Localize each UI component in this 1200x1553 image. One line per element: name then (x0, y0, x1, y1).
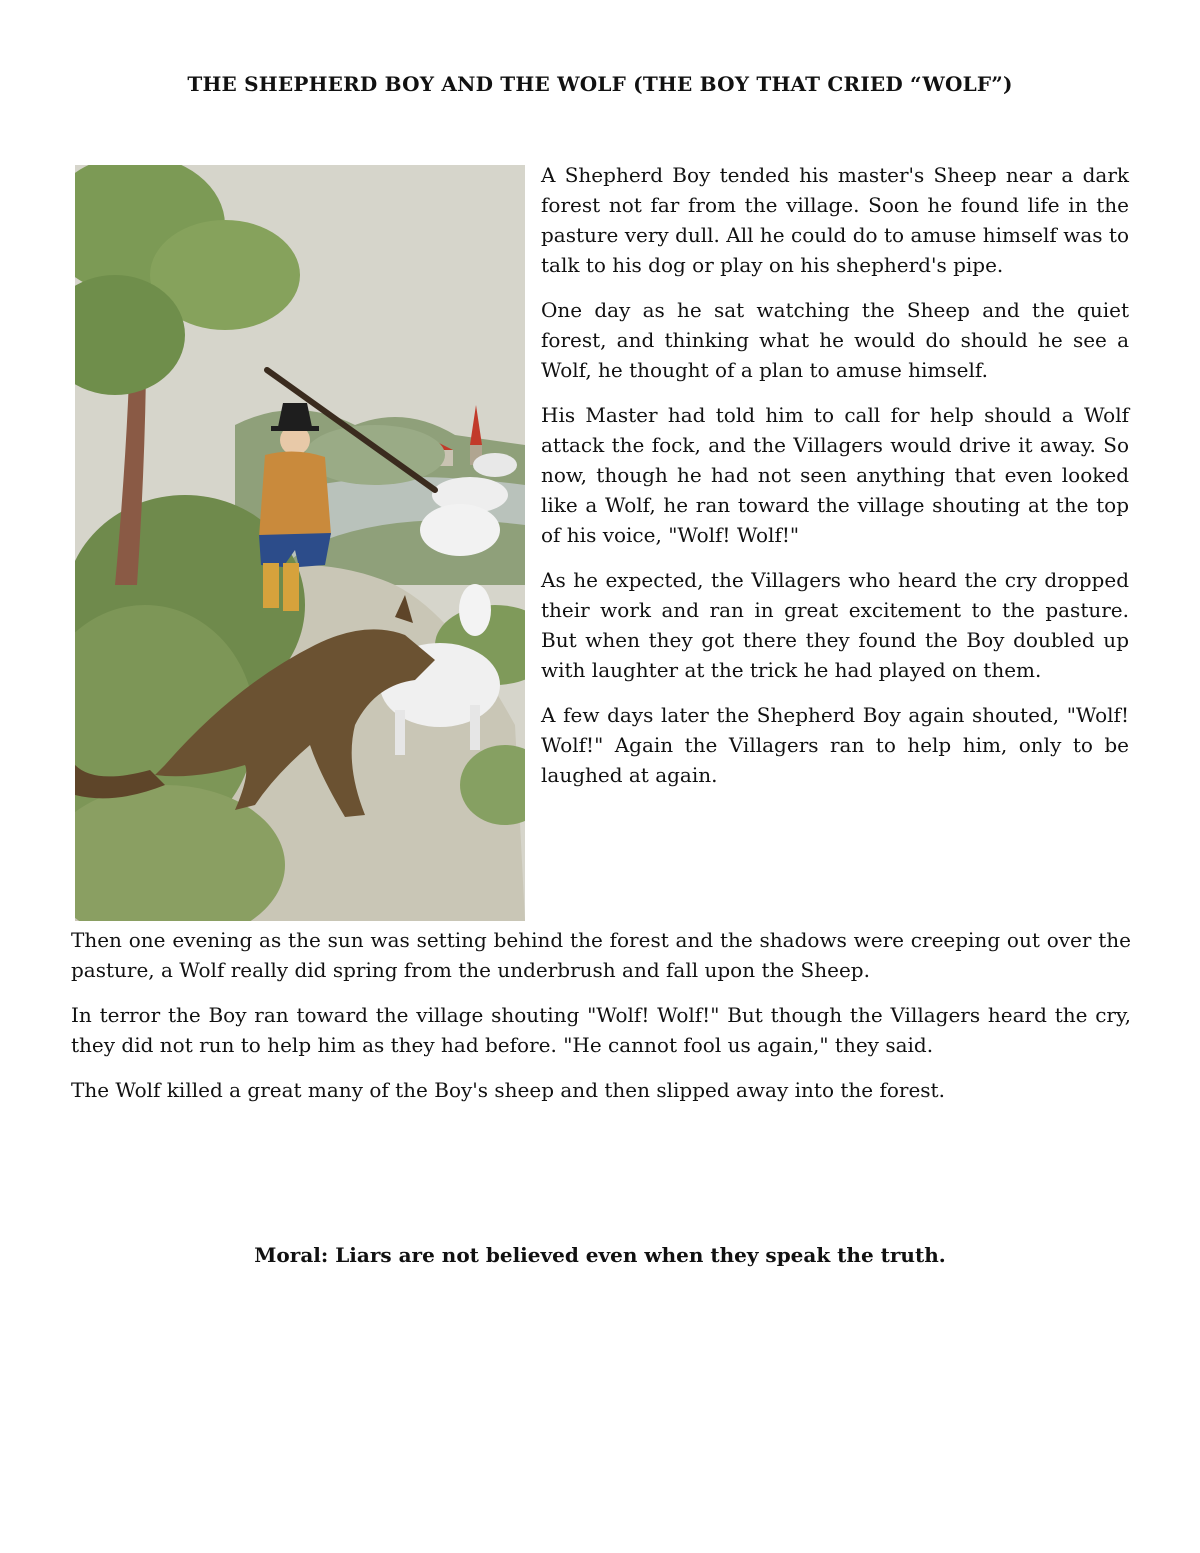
paragraph: One day as he sat watching the Sheep and the quiet forest, and thinking what he would do should he see a Wolf, he thought of a plan to amuse himself. (541, 298, 1129, 382)
story-text-full-width (71, 925, 1131, 1120)
paragraph: In terror the Boy ran toward the village shouting "Wolf! Wolf!" But though the Villagers heard the cry, they did not run to help him as they had before. "He cannot fool us again," they said. (71, 1003, 1131, 1057)
story-text-column (541, 160, 1129, 805)
paragraph: The Wolf killed a great many of the Boy's sheep and then slipped away into the forest. (71, 1078, 945, 1102)
moral-text: Moral: Liars are not believed even when they speak the truth. (254, 1243, 946, 1267)
paragraph: As he expected, the Villagers who heard the cry dropped their work and ran in great excitement to the pasture. But when they got there they found the Boy doubled up with laughter at the trick he had played on them. (541, 568, 1129, 682)
shepherd-boy-wolf-illustration (75, 165, 525, 921)
paragraph: A few days later the Shepherd Boy again shouted, "Wolf! Wolf!" Again the Villagers ran to help him, only to be laughed at again. (541, 703, 1129, 787)
page-title: THE SHEPHERD BOY AND THE WOLF (THE BOY THAT CRIED “WOLF”) (187, 72, 1013, 96)
paragraph: His Master had told him to call for help should a Wolf attack the fock, and the Villagers would drive it away. So now, though he had not seen anything that even looked like a Wolf, he ran toward the village shouting at the top of his voice, "Wolf! Wolf!" (541, 403, 1129, 547)
paragraph: Then one evening as the sun was setting behind the forest and the shadows were creeping out over the pasture, a Wolf really did spring from the underbrush and fall upon the Sheep. (71, 928, 1131, 982)
paragraph: A Shepherd Boy tended his master's Sheep near a dark forest not far from the village. Soon he found life in the pasture very dull. All he could do to amuse himself was to talk to his dog or play on his shepherd's pipe. (541, 163, 1129, 277)
